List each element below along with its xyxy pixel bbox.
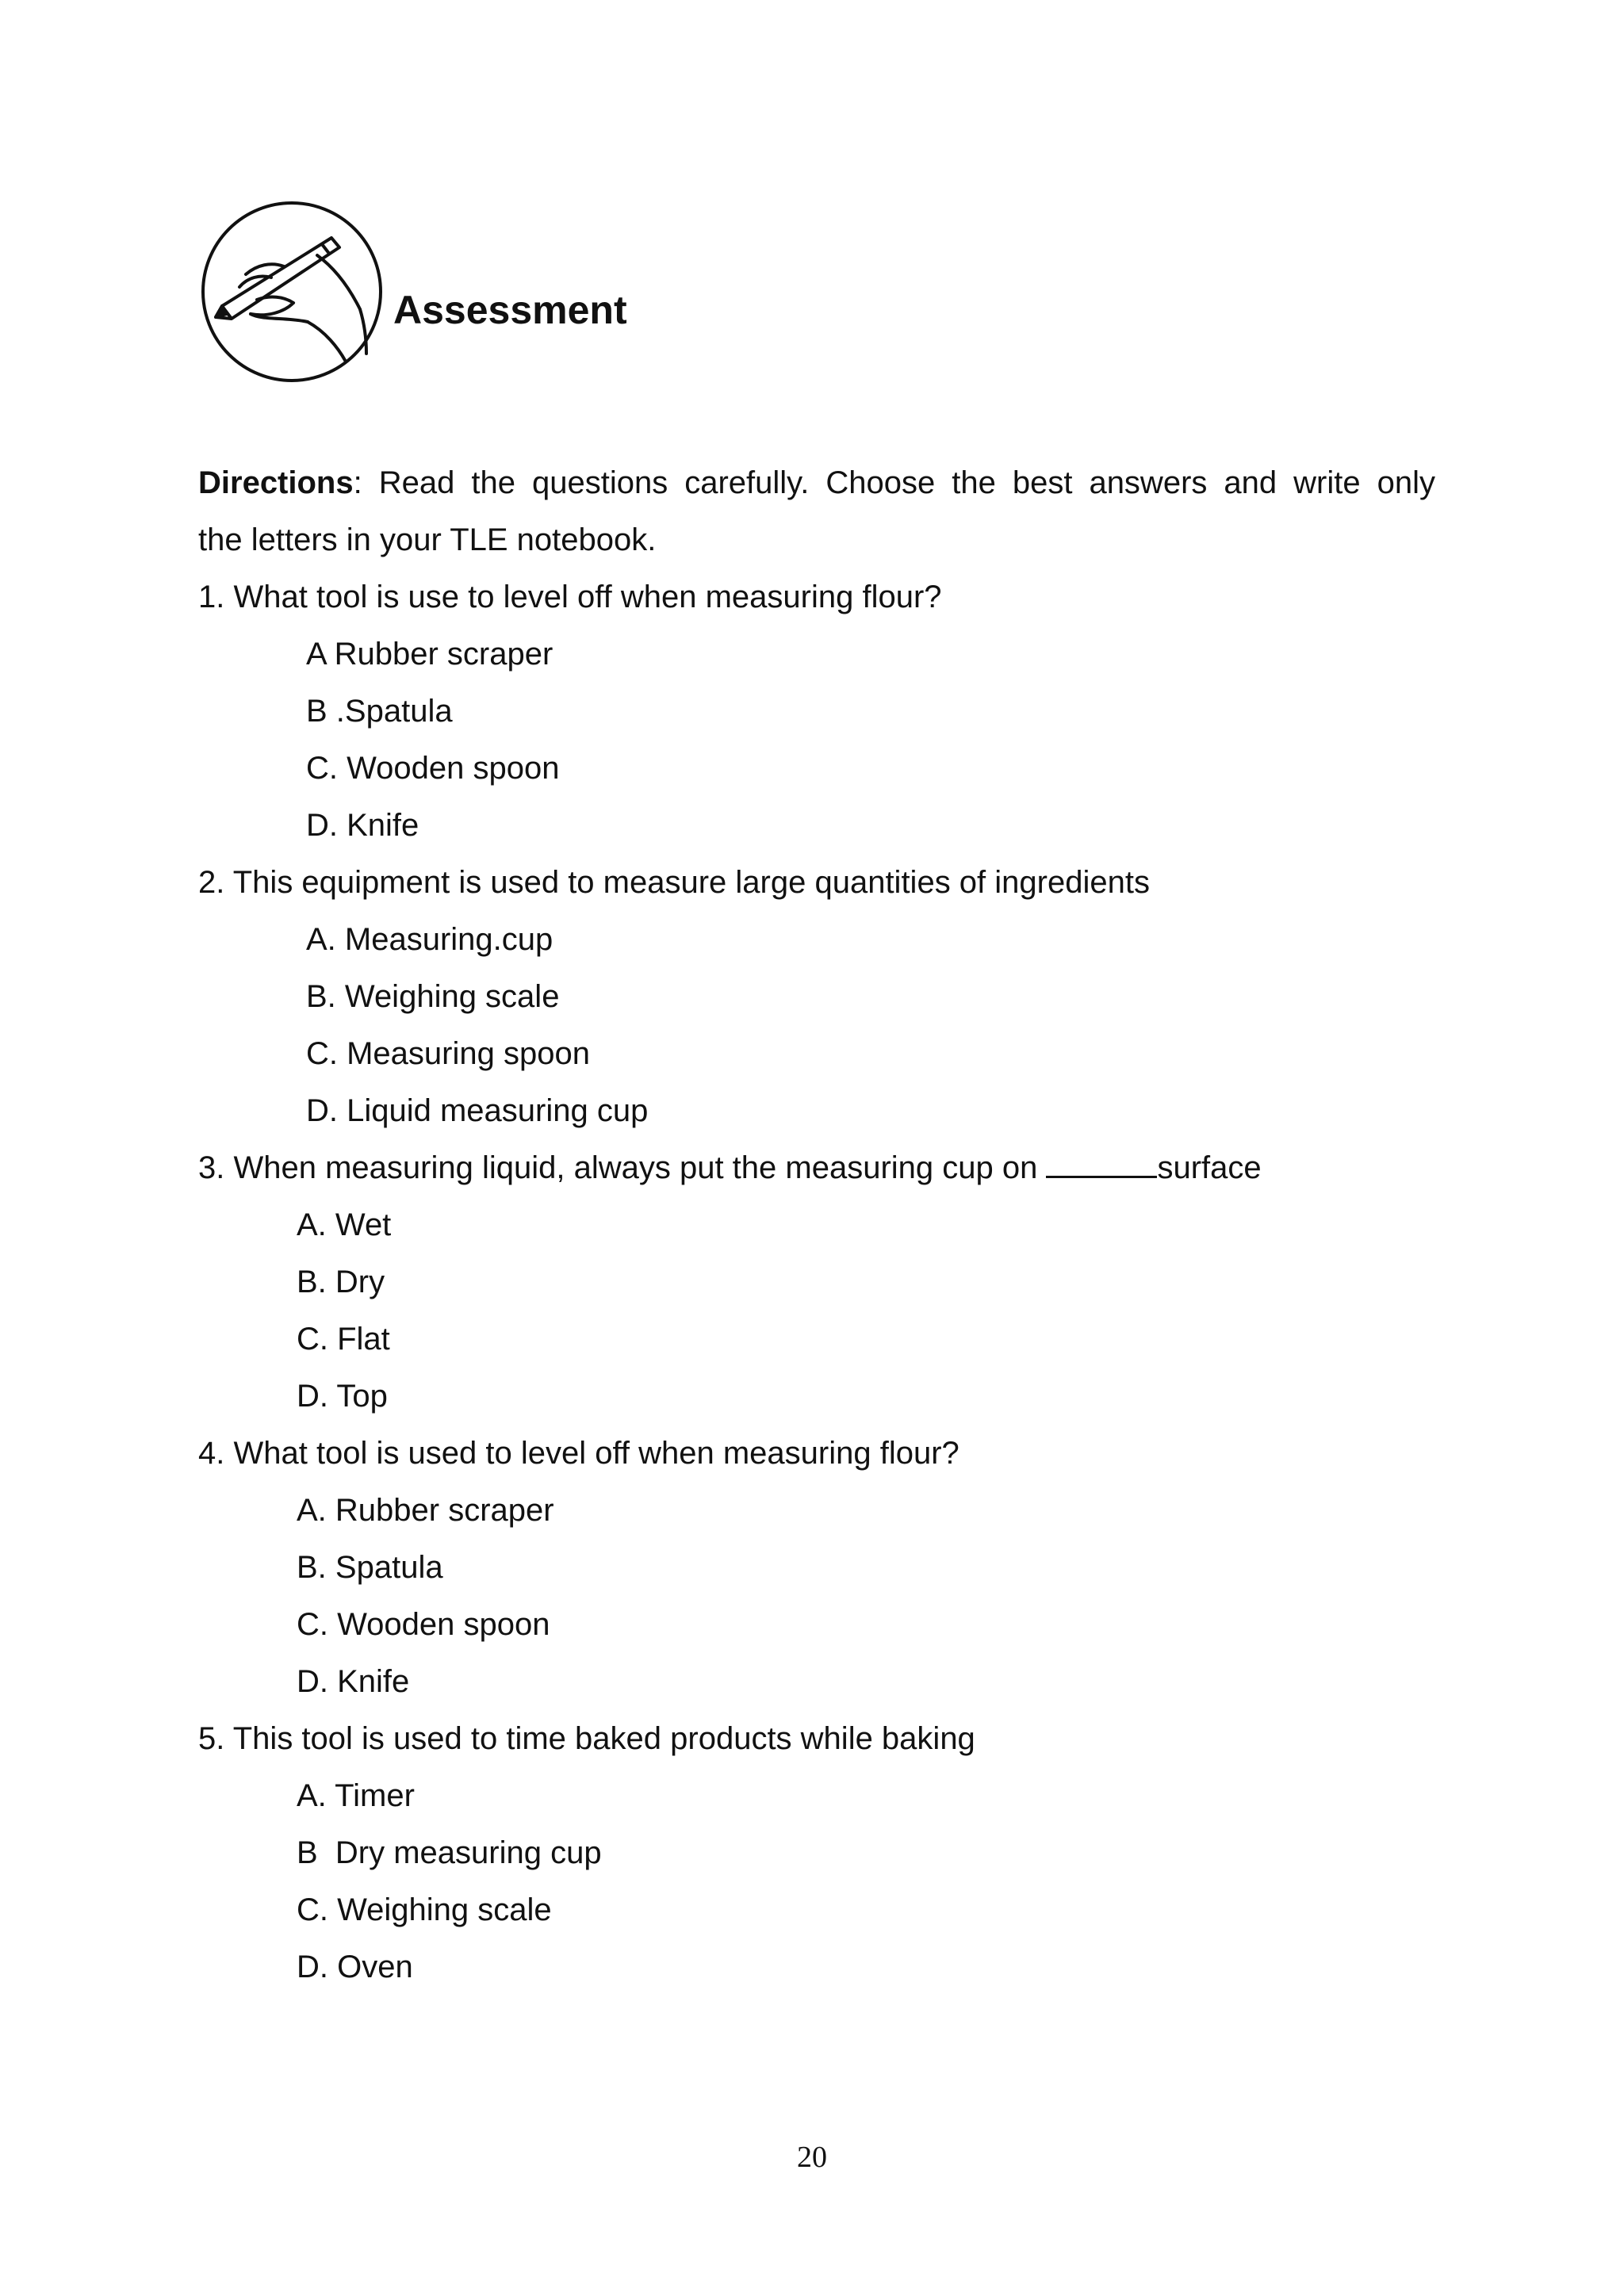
question-4-option-b: B. Spatula <box>297 1550 443 1585</box>
question-1-option-b: B .Spatula <box>306 694 453 729</box>
directions-label: Directions <box>198 465 354 500</box>
question-1-option-c: C. Wooden spoon <box>306 751 560 786</box>
question-4-option-c: C. Wooden spoon <box>297 1607 550 1642</box>
question-3-option-a: A. Wet <box>297 1207 392 1242</box>
page-number: 20 <box>797 2141 827 2174</box>
question-3-option-d: D. Top <box>297 1379 388 1414</box>
question-5-option-d: D. Oven <box>297 1950 413 1984</box>
question-4-option-a: A. Rubber scraper <box>297 1493 554 1528</box>
question-3-option-c: C. Flat <box>297 1322 390 1357</box>
question-1-option-a: A Rubber scraper <box>306 637 553 672</box>
question-3-text-start: 3. When measuring liquid, always put the measuring cup on <box>198 1150 1047 1185</box>
question-4: 4. What tool is used to level off when measuring flour? <box>198 1436 959 1471</box>
section-heading: Assessment <box>393 288 627 332</box>
question-5: 5. This tool is used to time baked products while baking <box>198 1721 975 1756</box>
question-1: 1. What tool is use to level off when measuring flour? <box>198 580 942 614</box>
assessment-content <box>198 454 1435 1996</box>
directions-text: : Read the questions carefully. Choose the best answers and write only <box>353 465 1435 500</box>
answer-blank <box>1046 1150 1157 1178</box>
question-4-option-d: D. Knife <box>297 1664 410 1699</box>
question-3-text-end: surface <box>1157 1150 1262 1185</box>
question-3 <box>198 1139 1435 1196</box>
question-2-option-b: B. Weighing scale <box>306 979 560 1014</box>
question-2: 2. This equipment is used to measure large quantities of ingredients <box>198 865 1150 900</box>
directions-line-1 <box>198 454 1435 511</box>
question-5-option-b: B Dry measuring cup <box>297 1835 602 1870</box>
question-3-option-b: B. Dry <box>297 1265 385 1299</box>
question-5-option-c: C. Weighing scale <box>297 1892 552 1927</box>
writing-hand-icon <box>198 198 385 385</box>
question-2-option-c: C. Measuring spoon <box>306 1036 590 1071</box>
question-2-option-a: A. Measuring.cup <box>306 922 553 957</box>
question-2-option-d: D. Liquid measuring cup <box>306 1093 649 1128</box>
question-5-option-a: A. Timer <box>297 1778 415 1813</box>
directions-line-2: the letters in your TLE notebook. <box>198 522 657 557</box>
question-1-option-d: D. Knife <box>306 808 419 843</box>
